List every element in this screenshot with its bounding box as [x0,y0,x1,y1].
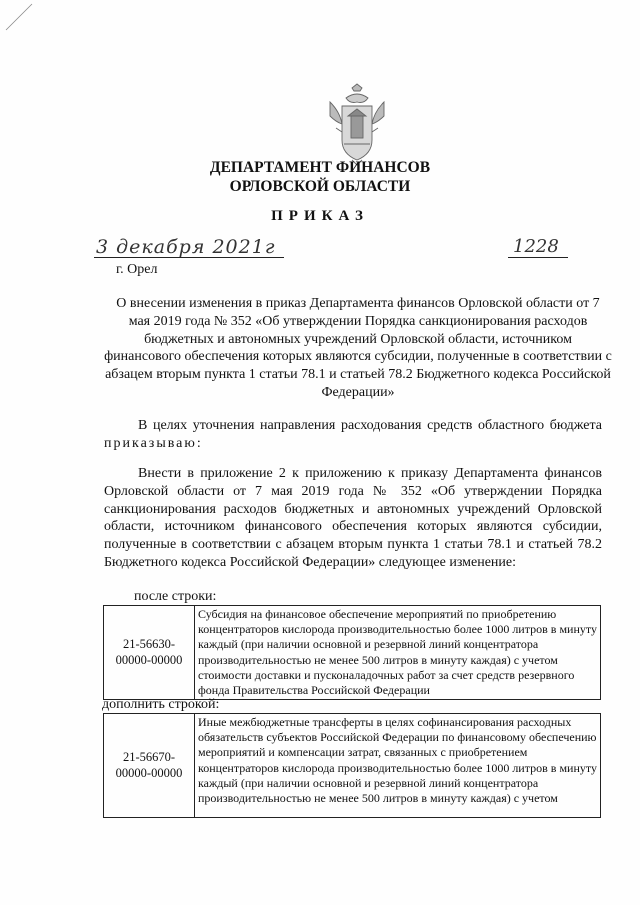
amendment-paragraph [104,465,602,572]
department-title-line1: ДЕПАРТАМЕНТ ФИНАНСОВ [209,159,431,176]
department-title [0,158,640,196]
corner-scan-mark [0,0,40,40]
amendment-text: Внести в приложение 2 к приложению к приказу Департамента финансов Орловской области от 7 мая 2019 года № 352 «Об утверждении Порядка санкционирования расходов бюджетных и автономных учреждений Орловской области, источником финансового обеспечения которых являются субсидии, полученные в соответствии с абзацем вторым пункта 1 статьи 78.1 и статьей 78.2 Бюджетного кодекса Российской Федерации» следующее изменение: [104,466,602,570]
department-title-line2: ОРЛОВСКОЙ ОБЛАСТИ [229,178,411,195]
table-row [104,714,601,818]
existing-row-table [103,605,601,700]
order-verb: приказываю: [104,435,203,451]
budget-code-cell: 21-56630-00000-00000 [104,606,195,700]
description-cell: Субсидия на финансовое обеспечение мероприятий по приобретению концентраторов кислорода производительностью более 1000 литров в минуту каждый (при наличии основной и резервной линий концентратора производительностью не менее 500 литров в минуту каждая) с учетом стоимости доставки и пусконаладочных работ за счет средств резервного фонда Правительства Российской Федерации [195,606,601,700]
order-subject: О внесении изменения в приказ Департамента финансов Орловской области от 7 мая 2019 года № 352 «Об утверждении Порядка санкционирования расходов бюджетных и автономных учреждений Орловской области, источником финансового обеспечения которых являются субсидии, полученные в соответствии с абзацем вторым пункта 1 статьи 78.1 и статьей 78.2 Бюджетного кодекса Российской Федерации» [104,296,612,400]
added-row-table [103,713,601,818]
date-underline [94,257,284,258]
number-underline [508,257,568,258]
add-rows-label: дополнить строкой: [102,697,220,712]
table-row [104,606,601,700]
description-cell: Иные межбюджетные трансферты в целях софинансирования расходных обязательств субъектов Российской Федерации по финансовому обеспечению мероприятий и компенсации затрат, связанных с приобретением концентраторов кислорода производительностью более 1000 литров в минуту каждый (при наличии основной и резервной линий концентратора производительностью не менее 500 литров в минуту каждая) с учетом [195,714,601,818]
order-date-handwritten: 3 декабря 2021г [96,236,276,258]
budget-code-cell: 21-56670-00000-00000 [104,714,195,818]
coat-of-arms-emblem [322,82,392,167]
order-number-handwritten: 1228 [513,236,559,257]
preamble-paragraph [104,417,602,453]
city-label: г. Орел [116,262,158,277]
order-title: ПРИКАЗ [271,208,369,224]
preamble-text: В целях уточнения направления расходования средств областного бюджета [138,418,602,433]
after-rows-label: после строки: [134,589,217,604]
